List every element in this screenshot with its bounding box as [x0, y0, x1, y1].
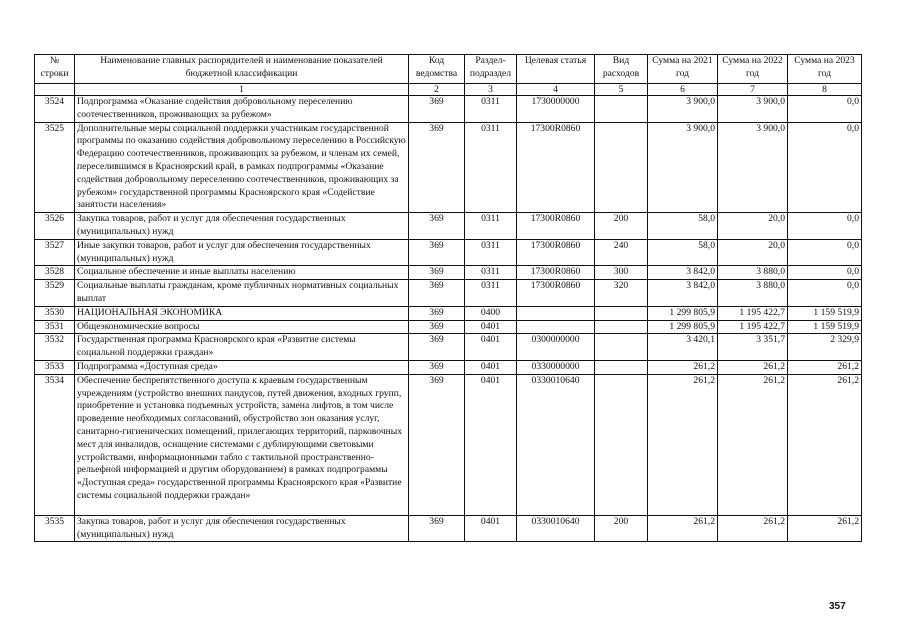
row-section: 0311 — [465, 96, 517, 123]
row-sum-2022: 3 900,0 — [718, 122, 788, 213]
row-sum-2023: 1 159 519,9 — [788, 306, 862, 320]
row-section: 0311 — [465, 239, 517, 266]
row-department: 369 — [409, 320, 465, 334]
row-sum-2023: 0,0 — [788, 239, 862, 266]
row-number: 3532 — [35, 334, 75, 361]
row-department: 369 — [409, 306, 465, 320]
column-number: 5 — [595, 84, 648, 96]
row-department: 369 — [409, 213, 465, 240]
table-row — [35, 266, 862, 280]
row-sum-2022: 1 195 422,7 — [718, 306, 788, 320]
row-section: 0401 — [465, 515, 517, 542]
row-department: 369 — [409, 360, 465, 374]
column-number: 2 — [409, 84, 465, 96]
row-sum-2023: 1 159 519,9 — [788, 320, 862, 334]
row-sum-2023: 0,0 — [788, 280, 862, 307]
column-number — [35, 84, 75, 96]
row-name: Социальное обеспечение и иные выплаты населению — [75, 266, 409, 280]
table-row — [35, 320, 862, 334]
row-number: 3525 — [35, 122, 75, 213]
row-section: 0400 — [465, 306, 517, 320]
column-number: 7 — [718, 84, 788, 96]
row-type: 240 — [595, 239, 648, 266]
row-target: 17300R0860 — [517, 122, 595, 213]
table-row — [35, 374, 862, 515]
row-section: 0401 — [465, 334, 517, 361]
row-name: Закупка товаров, работ и услуг для обеспечения государственных (муниципальных) нужд — [75, 515, 409, 542]
row-department: 369 — [409, 280, 465, 307]
row-sum-2023: 0,0 — [788, 122, 862, 213]
row-number: 3526 — [35, 213, 75, 240]
header-section: Раздел-подраздел — [465, 55, 517, 84]
row-sum-2022: 261,2 — [718, 374, 788, 515]
row-section: 0401 — [465, 320, 517, 334]
row-number: 3528 — [35, 266, 75, 280]
row-section: 0401 — [465, 374, 517, 515]
row-number: 3535 — [35, 515, 75, 542]
table-row — [35, 360, 862, 374]
row-sum-2023: 0,0 — [788, 96, 862, 123]
row-name: НАЦИОНАЛЬНАЯ ЭКОНОМИКА — [75, 306, 409, 320]
header-row-number: № строки — [35, 55, 75, 84]
row-section: 0311 — [465, 266, 517, 280]
budget-table — [34, 54, 862, 542]
row-sum-2021: 3 842,0 — [648, 266, 718, 280]
table-row — [35, 280, 862, 307]
column-number: 4 — [517, 84, 595, 96]
row-sum-2022: 3 880,0 — [718, 280, 788, 307]
header-sum-2021: Сумма на 2021 год — [648, 55, 718, 84]
row-type: 300 — [595, 266, 648, 280]
row-sum-2023: 261,2 — [788, 515, 862, 542]
table-row — [35, 122, 862, 213]
row-target: 0330010640 — [517, 374, 595, 515]
row-number: 3530 — [35, 306, 75, 320]
row-type: 200 — [595, 515, 648, 542]
row-number: 3527 — [35, 239, 75, 266]
column-number: 1 — [75, 84, 409, 96]
row-name: Обеспечение беспрепятственного доступа к краевым государственным учреждениям (устройство внешних пандусов, путей движения, входных групп, приобретение и установка подъемных устройств, замена лифтов, в том числе проведение необходимых согласований, обустройство зон оказания услуг, санитарно-гигиенических помещений, прилегающих территорий, парковочных мест для инвалидов, оснащение системами с дублирующими световыми устройствами, информационными табло с тактильной пространственно-рельефной информацией и другим оборудованием) в рамках подпрограммы «Доступная среда» государственной программы Красноярского края «Развитие системы социальной поддержки граждан» — [75, 374, 409, 515]
column-number: 6 — [648, 84, 718, 96]
row-type — [595, 122, 648, 213]
row-name: Иные закупки товаров, работ и услуг для обеспечения государственных (муниципальных) нужд — [75, 239, 409, 266]
row-number: 3533 — [35, 360, 75, 374]
column-number: 3 — [465, 84, 517, 96]
table-row — [35, 306, 862, 320]
row-name: Общеэкономические вопросы — [75, 320, 409, 334]
header-target-article: Целевая статья — [517, 55, 595, 84]
row-type — [595, 306, 648, 320]
row-type — [595, 374, 648, 515]
row-sum-2021: 58,0 — [648, 213, 718, 240]
table-row — [35, 515, 862, 542]
row-type — [595, 360, 648, 374]
row-department: 369 — [409, 334, 465, 361]
table-row — [35, 96, 862, 123]
row-sum-2022: 20,0 — [718, 213, 788, 240]
row-department: 369 — [409, 96, 465, 123]
row-target: 1730000000 — [517, 96, 595, 123]
row-sum-2021: 261,2 — [648, 374, 718, 515]
row-department: 369 — [409, 122, 465, 213]
column-number-row — [35, 84, 862, 96]
row-number: 3531 — [35, 320, 75, 334]
row-sum-2022: 3 880,0 — [718, 266, 788, 280]
row-name: Государственная программа Красноярского края «Развитие системы социальной поддержки граждан» — [75, 334, 409, 361]
row-department: 369 — [409, 374, 465, 515]
row-type — [595, 334, 648, 361]
row-target: 17300R0860 — [517, 280, 595, 307]
header-department-code: Код ведомства — [409, 55, 465, 84]
row-sum-2021: 58,0 — [648, 239, 718, 266]
page-number: 357 — [829, 601, 846, 612]
row-sum-2021: 3 842,0 — [648, 280, 718, 307]
row-sum-2021: 261,2 — [648, 515, 718, 542]
table-row — [35, 239, 862, 266]
row-department: 369 — [409, 266, 465, 280]
row-target: 0300000000 — [517, 334, 595, 361]
row-section: 0311 — [465, 280, 517, 307]
row-sum-2023: 261,2 — [788, 374, 862, 515]
header-row — [35, 55, 862, 84]
row-sum-2023: 0,0 — [788, 266, 862, 280]
row-section: 0401 — [465, 360, 517, 374]
column-number: 8 — [788, 84, 862, 96]
row-name: Подпрограмма «Доступная среда» — [75, 360, 409, 374]
row-number: 3529 — [35, 280, 75, 307]
row-sum-2022: 20,0 — [718, 239, 788, 266]
row-name: Социальные выплаты гражданам, кроме публичных нормативных социальных выплат — [75, 280, 409, 307]
row-sum-2023: 261,2 — [788, 360, 862, 374]
row-type: 320 — [595, 280, 648, 307]
row-name: Подпрограмма «Оказание содействия добровольному переселению соотечественников, проживающих за рубежом» — [75, 96, 409, 123]
row-department: 369 — [409, 239, 465, 266]
row-sum-2023: 0,0 — [788, 213, 862, 240]
row-sum-2023: 2 329,9 — [788, 334, 862, 361]
row-sum-2021: 3 900,0 — [648, 96, 718, 123]
row-sum-2022: 1 195 422,7 — [718, 320, 788, 334]
row-sum-2022: 261,2 — [718, 515, 788, 542]
row-sum-2021: 1 299 805,9 — [648, 320, 718, 334]
header-name: Наименование главных распорядителей и наименование показателей бюджетной классификации — [75, 55, 409, 84]
row-target: 17300R0860 — [517, 213, 595, 240]
row-sum-2021: 1 299 805,9 — [648, 306, 718, 320]
row-sum-2021: 3 420,1 — [648, 334, 718, 361]
row-type: 200 — [595, 213, 648, 240]
row-type — [595, 320, 648, 334]
row-target — [517, 320, 595, 334]
row-sum-2021: 3 900,0 — [648, 122, 718, 213]
row-name: Закупка товаров, работ и услуг для обеспечения государственных (муниципальных) нужд — [75, 213, 409, 240]
row-number: 3534 — [35, 374, 75, 515]
table-row — [35, 213, 862, 240]
header-sum-2023: Сумма на 2023 год — [788, 55, 862, 84]
row-type — [595, 96, 648, 123]
row-target — [517, 306, 595, 320]
header-expense-type: Вид расходов — [595, 55, 648, 84]
row-name: Дополнительные меры социальной поддержки участникам государственной программы по оказанию содействия добровольному переселению в Российскую Федерацию соотечественников, проживающих за рубежом, и членам их семей, переселившимся в Красноярский край, в рамках подпрограммы «Оказание содействия добровольному переселению соотечественников, проживающих за рубежом» государственной программы Красноярского края «Содействие занятости населения» — [75, 122, 409, 213]
row-section: 0311 — [465, 213, 517, 240]
row-target: 17300R0860 — [517, 266, 595, 280]
header-sum-2022: Сумма на 2022 год — [718, 55, 788, 84]
row-sum-2022: 261,2 — [718, 360, 788, 374]
row-sum-2021: 261,2 — [648, 360, 718, 374]
row-department: 369 — [409, 515, 465, 542]
table-row — [35, 334, 862, 361]
row-target: 0330010640 — [517, 515, 595, 542]
row-sum-2022: 3 351,7 — [718, 334, 788, 361]
row-number: 3524 — [35, 96, 75, 123]
row-section: 0311 — [465, 122, 517, 213]
row-target: 17300R0860 — [517, 239, 595, 266]
row-sum-2022: 3 900,0 — [718, 96, 788, 123]
row-target: 0330000000 — [517, 360, 595, 374]
